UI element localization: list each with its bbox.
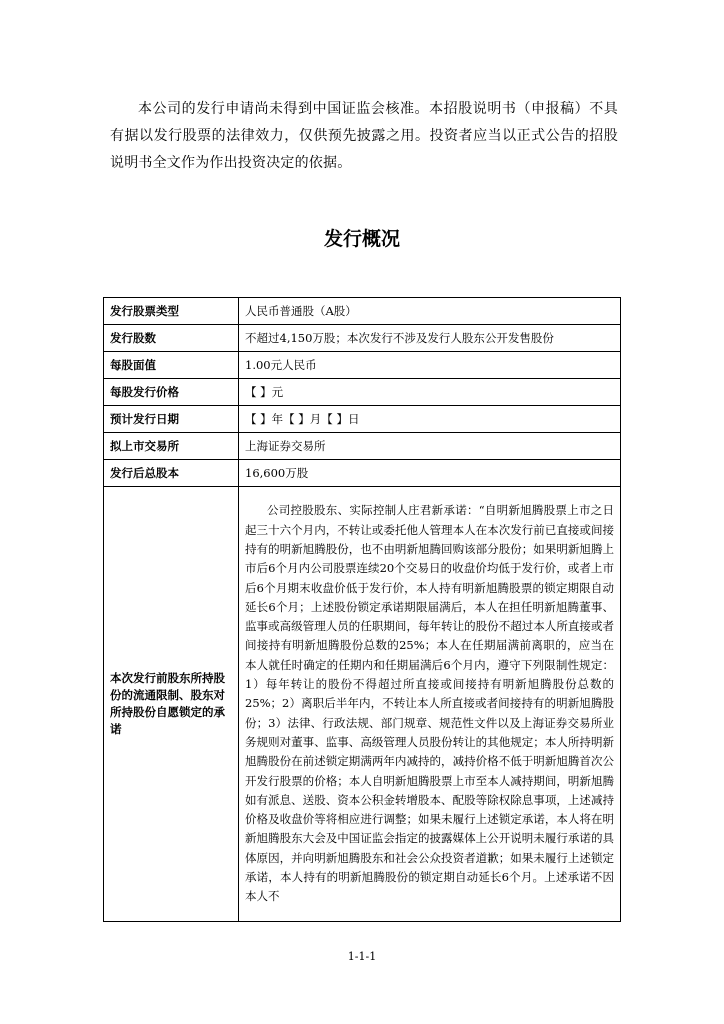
row-value-issue-date: 【 】年【 】月【 】日 — [239, 406, 621, 433]
row-label-exchange: 拟上市交易所 — [104, 433, 239, 460]
page-title: 发行概况 — [323, 228, 400, 250]
table-row — [104, 487, 621, 922]
row-label-stock-type: 发行股票类型 — [104, 298, 239, 325]
table-row — [104, 406, 621, 433]
table-row — [104, 298, 621, 325]
row-label-total-shares: 发行后总股本 — [104, 460, 239, 487]
row-value-exchange: 上海证券交易所 — [239, 433, 621, 460]
table-row — [104, 352, 621, 379]
row-label-lockup: 本次发行前股东所持股份的流通限制、股东对所持股份自愿锁定的承诺 — [104, 487, 239, 922]
row-label-par-value: 每股面值 — [104, 352, 239, 379]
row-label-issue-price: 每股发行价格 — [104, 379, 239, 406]
row-value-lockup-commitment: 公司控股股东、实际控制人庄君新承诺：“自明新旭腾股票上市之日起三十六个月内，不转让或委托他人管理本人在本次发行前已直接或间接持有的明新旭腾股份，也不由明新旭腾回购该部分股份；如果明新旭腾上市后6个月内公司股票连续20个交易日的收盘价均低于发行价，或者上市后6个月期末收盘价低于发行价，本人持有明新旭腾股票的锁定期限自动延长6个月；上述股份锁定承诺期限届满后，本人在担任明新旭腾董事、监事或高级管理人员的任职期间，每年转让的股份不超过本人所直接或者间接持有明新旭腾股份总数的25%；本人在任期届满前离职的，应当在本人就任时确定的任期内和任期届满后6个月内，遵守下列限制性规定：1）每年转让的股份不得超过所直接或间接持有明新旭腾股份总数的25%；2）离职后半年内，不转让本人所直接或者间接持有的明新旭腾股份；3）法律、行政法规、部门规章、规范性文件以及上海证券交易所业务规则对董事、监事、高级管理人员股份转让的其他规定；本人所持明新旭腾股份在前述锁定期满两年内减持的，减持价格不低于明新旭腾首次公开发行股票的价格；本人自明新旭腾股票上市至本人减持期间，明新旭腾如有派息、送股、资本公积金转增股本、配股等除权除息事项，上述减持价格及收盘价等将相应进行调整；如果未履行上述锁定承诺，本人将在明新旭腾股东大会及中国证监会指定的披露媒体上公开说明未履行承诺的具体原因，并向明新旭腾股东和社会公众投资者道歉；如果未履行上述锁定承诺，本人持有的明新旭腾股份的锁定期自动延长6个月。上述承诺不因本人不 — [239, 487, 621, 922]
table-row — [104, 433, 621, 460]
page-number: 1-1-1 — [347, 950, 377, 963]
row-value-total-shares: 16,600万股 — [239, 460, 621, 487]
row-label-share-count: 发行股数 — [104, 325, 239, 352]
table-row — [104, 460, 621, 487]
row-value-issue-price: 【 】元 — [239, 379, 621, 406]
offering-overview-table — [103, 297, 621, 922]
table-row — [104, 325, 621, 352]
disclaimer-notice: 本公司的发行申请尚未得到中国证监会核准。本招股说明书（申报稿）不具有据以发行股票的法律效力，仅供预先披露之用。投资者应当以正式公告的招股说明书全文作为作出投资决定的依据。 — [110, 101, 618, 171]
row-value-stock-type: 人民币普通股（A股） — [239, 298, 621, 325]
row-value-share-count: 不超过4,150万股；本次发行不涉及发行人股东公开发售股份 — [239, 325, 621, 352]
row-label-issue-date: 预计发行日期 — [104, 406, 239, 433]
table-row — [104, 379, 621, 406]
row-value-par-value: 1.00元人民币 — [239, 352, 621, 379]
